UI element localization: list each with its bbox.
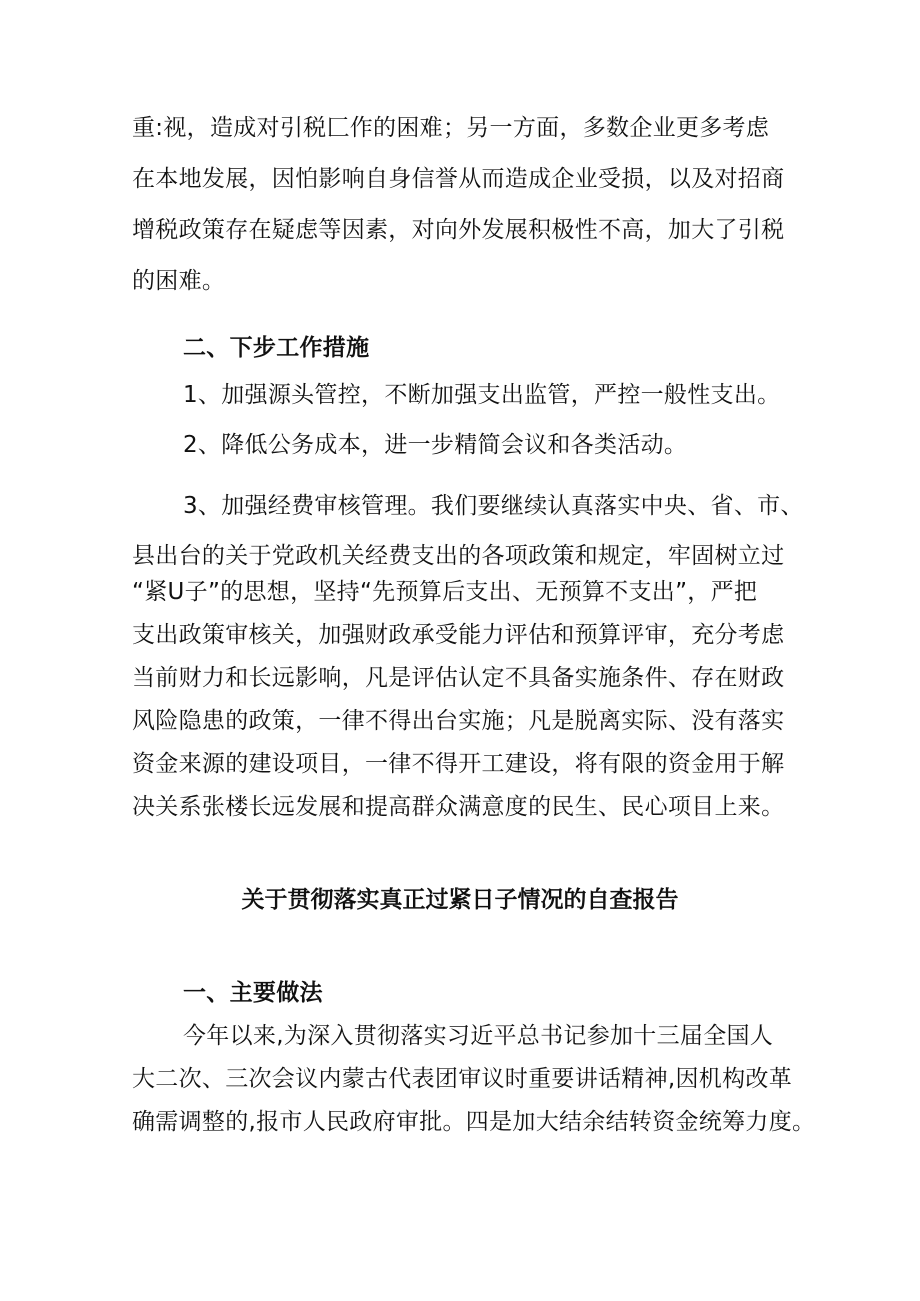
paragraph-line: 重:视，造成对引税匚作的困难；另一方面，多数企业更多考虑	[132, 115, 770, 141]
section-heading: 二、下步工作措施	[183, 335, 370, 361]
paragraph-line: 决关系张楼长远发展和提高群众满意度的民生、民心项目上来。	[132, 794, 785, 820]
paragraph-line: 今年以来,为深入贯彻落实习近平总书记参加十三届全国人	[183, 1023, 774, 1049]
paragraph-line: 风险隐患的政策，一律不得出台实施；凡是脱离实际、没有落实	[132, 708, 785, 734]
measure-item: 1、加强源头管控，不断加强支出监管，严控一般性支出。	[183, 382, 781, 408]
paragraph-line: 当前财力和长远影响，凡是评估认定不具备实施条件、存在财政	[132, 665, 785, 691]
report-title: 关于贯彻落实真正过紧日子情况的自查报告	[241, 887, 679, 913]
paragraph-line: 增税政策存在疑虑等因素，对向外发展积极性不高，加大了引税	[132, 217, 785, 243]
paragraph-line: 3、加强经费审核管理。我们要继续认真落实中央、省、市、	[183, 493, 804, 519]
paragraph-line: 在本地发展，因怕影响自身信誉从而造成企业受损，以及对招商	[132, 166, 785, 192]
paragraph-line: “紧U子”的思想，坚持“先预算后支出、无预算不支出”，严把	[132, 579, 758, 605]
paragraph-line: 的困难。	[132, 268, 226, 294]
section-heading: 一、主要做法	[183, 980, 323, 1006]
paragraph-line: 支出政策审核关，加强财政承受能力评估和预算评审，充分考虑	[132, 622, 785, 648]
paragraph-line: 大二次、三次会议内蒙古代表团审议时重要讲话精神,因机构改革	[132, 1066, 793, 1092]
paragraph-line: 资金来源的建设项目，一律不得开工建设，将有限的资金用于解	[132, 751, 785, 777]
paragraph-line: 确需调整的,报市人民政府审批。四是加大结余结转资金统筹力度。	[132, 1109, 816, 1135]
paragraph-line: 县出台的关于党政机关经费支出的各项政策和规定，牢固树立过	[132, 543, 785, 569]
measure-item: 2、降低公务成本，进一步精简会议和各类活动。	[183, 432, 688, 458]
